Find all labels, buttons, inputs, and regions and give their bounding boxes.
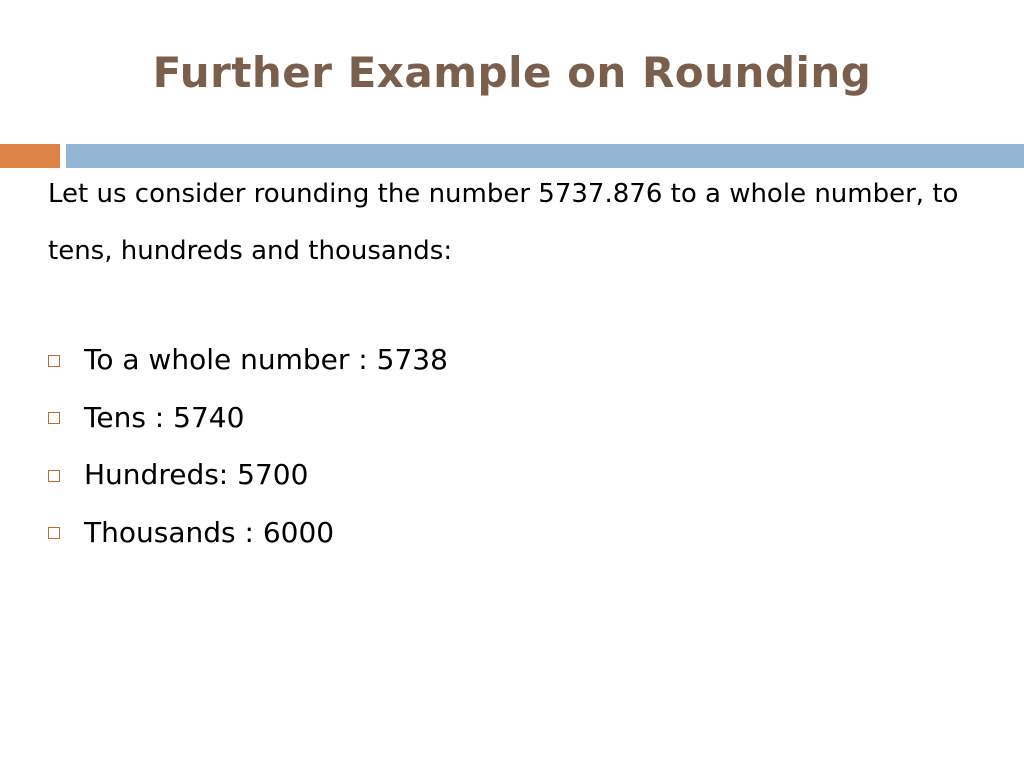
square-bullet-icon (48, 412, 60, 424)
list-item (48, 446, 448, 504)
accent-bar-orange (0, 144, 60, 168)
square-bullet-icon (48, 470, 60, 482)
list-item (48, 504, 448, 562)
square-bullet-icon (48, 527, 60, 539)
bullet-text: Hundreds: 5700 (84, 458, 309, 492)
list-item (48, 331, 448, 389)
bullet-list (48, 331, 448, 561)
bullet-text: Thousands : 6000 (84, 515, 335, 549)
square-bullet-icon (48, 355, 60, 367)
bullet-text: To a whole number : 5738 (84, 343, 448, 377)
slide-title: Further Example on Rounding (152, 48, 872, 97)
bullet-text: Tens : 5740 (84, 400, 245, 434)
accent-bar-blue (66, 144, 1024, 168)
list-item (48, 389, 448, 447)
intro-paragraph: Let us consider rounding the number 5737.876 to a whole number, to tens, hundreds and thousands: (48, 179, 959, 266)
